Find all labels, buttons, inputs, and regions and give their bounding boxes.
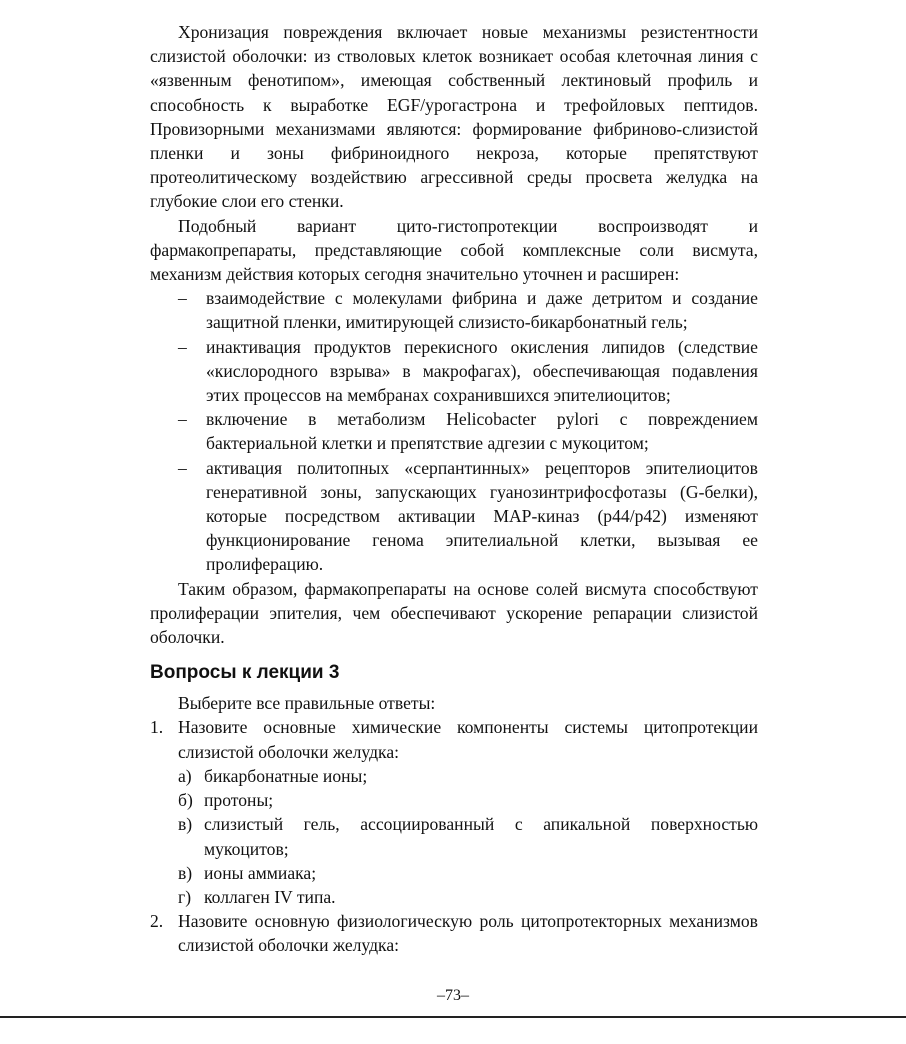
answer-option	[178, 812, 758, 860]
option-letter: б)	[178, 790, 193, 811]
option-text: протоны;	[204, 790, 274, 811]
answer-option	[178, 764, 758, 788]
answer-options	[178, 764, 758, 909]
question-body	[178, 715, 758, 909]
option-text: ионы аммиака;	[204, 862, 317, 883]
question-body	[178, 909, 758, 957]
question-text: Назовите основную физиологическую роль цитопротекторных механизмов слизистой оболочки желудка:	[178, 911, 758, 956]
question-text: Назовите основные химические компоненты системы цитопротекции слизистой оболочки желудка:	[178, 717, 758, 762]
list-item	[150, 407, 758, 455]
answer-option	[178, 885, 758, 909]
instruction-text: Выберите все правильные ответы:	[178, 693, 436, 714]
answer-option	[178, 788, 758, 812]
page-bottom-rule	[0, 1016, 906, 1018]
mechanism-list	[150, 286, 758, 576]
section-heading: Вопросы к лекции 3	[150, 662, 340, 684]
list-item	[150, 456, 758, 577]
page-number: –73–	[437, 987, 469, 1004]
option-letter: а)	[178, 765, 192, 786]
question-number: 1.	[150, 717, 164, 738]
option-text: коллаген IV типа.	[204, 886, 336, 907]
paragraph-conclusion: Таким образом, фармакопрепараты на основе солей висмута способствуют пролиферации эпителия, чем обеспечивают ускорение репарации слизистой оболочки.	[150, 578, 758, 648]
list-item-text: активация политопных «серпантинных» рецепторов эпителиоцитов генеративной зоны, запускающих гуанозинтрифосфотазы (G-белки), которые посредством активации MAP-киназ (p44/p42) изменяют функционирование генома эпителиальной клетки, вызывая ее пролиферацию.	[206, 457, 758, 575]
list-item-text: включение в метаболизм Helicobacter pylori с повреждением бактериальной клетки и препятствие адгезии с мукоцитом;	[206, 409, 758, 454]
option-letter: г)	[178, 886, 192, 907]
paragraph-chronization: Хронизация повреждения включает новые механизмы резистентности слизистой оболочки: из стволовых клеток возникает особая клеточная линия с «язвенным фенотипом», имеющая собственный лектиновый профиль и способность к выработке EGF/урогастрона и трефойловых пептидов. Провизорными механизмами являются: формирование фибриново-слизистой пленки и зоны фибриноидного некроза, которые препятствуют протеолитическому воздействию агрессивной среды просвета желудка на глубокие слои его стенки.	[150, 22, 758, 212]
list-dash: –	[178, 457, 187, 478]
option-text: слизистый гель, ассоциированный с апикальной поверхностью мукоцитов;	[204, 814, 758, 859]
list-dash: –	[178, 336, 187, 357]
option-letter: в)	[178, 862, 193, 883]
page-content	[150, 20, 758, 958]
question-2	[150, 909, 758, 957]
list-dash: –	[178, 409, 187, 430]
question-1	[150, 715, 758, 909]
list-item-text: взаимодействие с молекулами фибрина и даже детритом и создание защитной пленки, имитирующей слизисто-бикарбонатный гель;	[206, 288, 758, 333]
option-text: бикарбонатные ионы;	[204, 765, 368, 786]
question-number: 2.	[150, 911, 164, 932]
list-item-text: инактивация продуктов перекисного окисления липидов (следствие «кислородного взрыва» в макрофагах), обеспечивающая подавления этих процессов на мембранах сохранившихся эпителиоцитов;	[206, 336, 758, 406]
list-item	[150, 286, 758, 334]
list-item	[150, 335, 758, 408]
paragraph-bismuth-intro: Подобный вариант цито-гистопротекции воспроизводят и фармакопрепараты, представляющие собой комплексные соли висмута, механизм действия которых сегодня значительно уточнен и расширен:	[150, 215, 758, 285]
list-dash: –	[178, 288, 187, 309]
answer-option	[178, 861, 758, 885]
option-letter: в)	[178, 814, 193, 835]
